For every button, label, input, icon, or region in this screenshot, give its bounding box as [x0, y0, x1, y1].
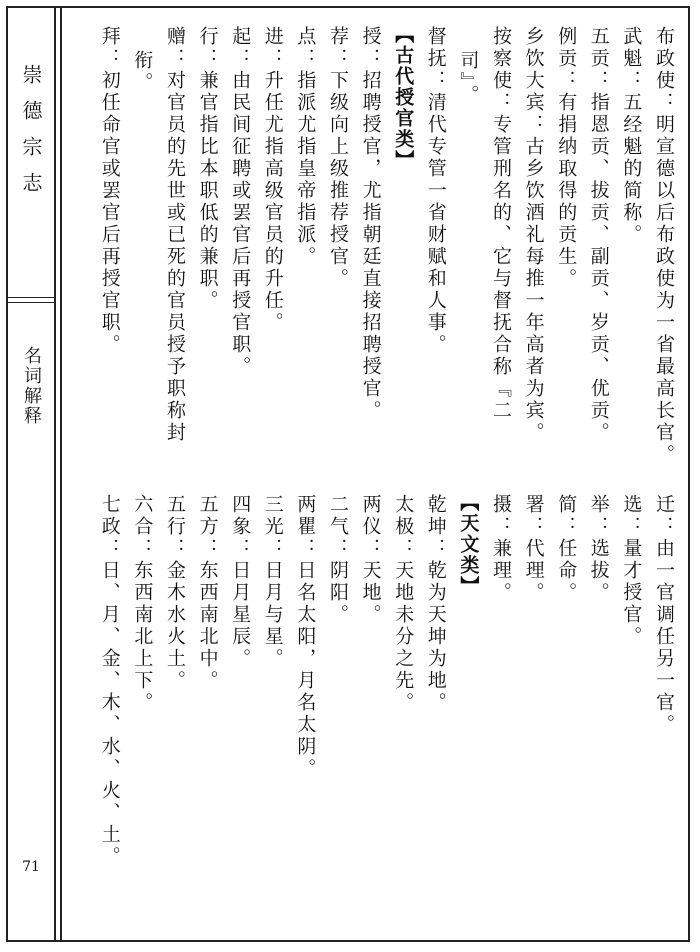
entry-term: 两仪	[359, 494, 382, 538]
entry-term: 授	[359, 26, 382, 48]
entry-term: 拜	[98, 26, 121, 48]
entry-term: 三光	[261, 494, 284, 538]
book-title: 崇德宗志	[19, 64, 43, 208]
entry-definition: 天地。	[359, 560, 382, 626]
glossary-entry: 行：兼官指比本职低的兼职。	[196, 26, 219, 312]
entry-term: 二气	[327, 494, 349, 538]
category-heading: 【古代授官类】	[392, 24, 415, 171]
entry-definition: 日、月、金、木、水、火、土。	[98, 560, 121, 868]
glossary-entry: 五贡：指恩贡、拔贡、副贡、岁贡、优贡。	[587, 26, 610, 444]
glossary-entry: 五方：东西南北中。	[196, 494, 219, 692]
entry-definition: 金木水火土。	[164, 560, 186, 692]
entry-term: 布政使	[653, 26, 675, 92]
glossary-entry: 二气：阴阳。	[327, 494, 349, 626]
glossary-entry: 督抚：清代专管一省财赋和人事。	[424, 26, 447, 356]
glossary-entry: 乾坤：乾为天坤为地。	[424, 494, 447, 714]
entry-term: 两瞿	[294, 494, 317, 538]
entry-definition: 阴阳。	[327, 560, 349, 626]
glossary-entry: 简：任命。	[555, 494, 578, 604]
sidebar-divider-line	[60, 8, 62, 940]
page-number: 71	[22, 859, 40, 875]
entry-term: 摄	[490, 494, 512, 516]
entry-term: 简	[555, 494, 578, 516]
glossary-entry: 例贡：有捐纳取得的贡生。	[555, 26, 578, 290]
entry-term: 例贡	[555, 26, 578, 70]
glossary-entry: 两仪：天地。	[359, 494, 382, 626]
glossary-entry: 太极：天地未分之先。	[392, 494, 415, 714]
glossary-entry: 布政使：明宣德以后布政使为一省最高长官。	[653, 26, 675, 466]
entry-definition: 日月与星。	[261, 560, 284, 670]
entry-term: 行	[196, 26, 219, 48]
entry-definition: 司』。	[457, 50, 480, 107]
entry-definition: 清代专管一省财赋和人事。	[424, 92, 447, 356]
glossary-entry: 拜：初任命官或罢官后再授官职。	[98, 26, 121, 356]
entry-term: 举	[587, 494, 610, 516]
entry-definition: 初任命官或罢官后再授官职。	[98, 70, 121, 356]
entry-definition: 专管刑名的、它与督抚合称『二	[490, 114, 512, 422]
glossary-entry	[130, 50, 154, 94]
entry-definition: 有捐纳取得的贡生。	[555, 92, 578, 290]
glossary-entry: 两瞿：日名太阳，月名太阴。	[294, 494, 317, 780]
entry-definition: 指派尤指皇帝指派。	[294, 70, 317, 268]
entry-definition: 选拔。	[587, 538, 610, 604]
glossary-entry: 荐：下级向上级推荐授官。	[327, 26, 349, 290]
glossary-entry: 赠：对官员的先世或已死的官员授予职称封	[164, 26, 186, 444]
entry-term: 进	[261, 26, 284, 48]
entry-definition: 升任尤指高级官员的升任。	[261, 70, 284, 334]
sidebar-separator-line	[8, 302, 54, 303]
glossary-entry: 署：代理。	[522, 494, 545, 604]
entry-term: 四象	[229, 494, 252, 538]
glossary-entry: 进：升任尤指高级官员的升任。	[261, 26, 284, 334]
entry-definition: 日名太阳，月名太阴。	[294, 560, 317, 780]
entry-definition: 兼理。	[490, 538, 512, 604]
entry-definition: 日月星辰。	[229, 560, 252, 670]
glossary-entry: 七政：日、月、金、木、水、火、土。	[98, 494, 121, 868]
entry-term: 赠	[164, 26, 186, 48]
entry-definition: 指恩贡、拔贡、副贡、岁贡、优贡。	[587, 92, 610, 444]
sidebar-separator-line	[8, 297, 54, 298]
entry-term: 太极	[392, 494, 415, 538]
glossary-entry: 举：选拔。	[587, 494, 610, 604]
glossary-entry: 摄：兼理。	[490, 494, 512, 604]
glossary-entry: 选：量才授官。	[620, 494, 643, 648]
entry-definition: 乾为天坤为地。	[424, 560, 447, 714]
entry-term: 点	[294, 26, 317, 48]
entry-definition: 由民间征聘或罢官后再授官职。	[229, 70, 252, 378]
entry-term: 督抚	[424, 26, 447, 70]
entry-definition: 衔。	[131, 50, 154, 94]
entry-term: 选	[620, 494, 643, 516]
category-heading: 【天文类】	[457, 492, 480, 597]
sidebar-divider-line	[54, 8, 56, 940]
entry-term: 五方	[196, 494, 219, 538]
glossary-entry: 迁：由一官调任另一官。	[653, 494, 675, 736]
entry-term: 六合	[131, 494, 154, 538]
entry-term: 按察使	[490, 26, 512, 92]
entry-definition: 代理。	[522, 538, 545, 604]
entry-term: 署	[522, 494, 545, 516]
entry-term: 迁	[653, 494, 675, 516]
entry-term: 武魁	[620, 26, 643, 70]
entry-definition: 明宣德以后布政使为一省最高长官。	[653, 114, 675, 466]
entry-term: 荐	[327, 26, 349, 48]
entry-definition: 由一官调任另一官。	[653, 538, 675, 736]
glossary-entry: 五行：金木水火土。	[164, 494, 186, 692]
entry-term: 五行	[164, 494, 186, 538]
entry-definition: 古乡饮酒礼每推一年高者为宾。	[522, 136, 545, 444]
entry-definition: 兼官指比本职低的兼职。	[196, 70, 219, 312]
entry-definition: 天地未分之先。	[392, 560, 415, 714]
entry-term: 乡饮大宾	[522, 26, 545, 114]
glossary-entry: 三光：日月与星。	[261, 494, 284, 670]
glossary-entry: 起：由民间征聘或罢官后再授官职。	[229, 26, 252, 378]
section-title: 名词解释	[21, 346, 42, 426]
glossary-entry: 授：招聘授官，尤指朝廷直接招聘授官。	[359, 26, 382, 422]
entry-definition: 对官员的先世或已死的官员授予职称封	[164, 70, 186, 444]
entry-definition: 东西南北上下。	[131, 560, 154, 714]
glossary-entry: 点：指派尤指皇帝指派。	[294, 26, 317, 268]
glossary-entry: 六合：东西南北上下。	[131, 494, 154, 714]
glossary-entry	[456, 50, 480, 107]
entry-definition: 招聘授官，尤指朝廷直接招聘授官。	[359, 70, 382, 422]
entry-definition: 五经魁的简称。	[620, 92, 643, 246]
entry-definition: 下级向上级推荐授官。	[327, 70, 349, 290]
entry-term: 起	[229, 26, 252, 48]
entry-term: 乾坤	[424, 494, 447, 538]
glossary-entry: 武魁：五经魁的简称。	[620, 26, 643, 246]
entry-definition: 量才授官。	[620, 538, 643, 648]
entry-definition: 东西南北中。	[196, 560, 219, 692]
glossary-entry: 乡饮大宾：古乡饮酒礼每推一年高者为宾。	[522, 26, 545, 444]
entry-term: 五贡	[587, 26, 610, 70]
glossary-entry: 按察使：专管刑名的、它与督抚合称『二	[490, 26, 512, 422]
glossary-entry: 四象：日月星辰。	[229, 494, 252, 670]
entry-term: 七政	[98, 494, 121, 538]
entry-definition: 任命。	[555, 538, 578, 604]
